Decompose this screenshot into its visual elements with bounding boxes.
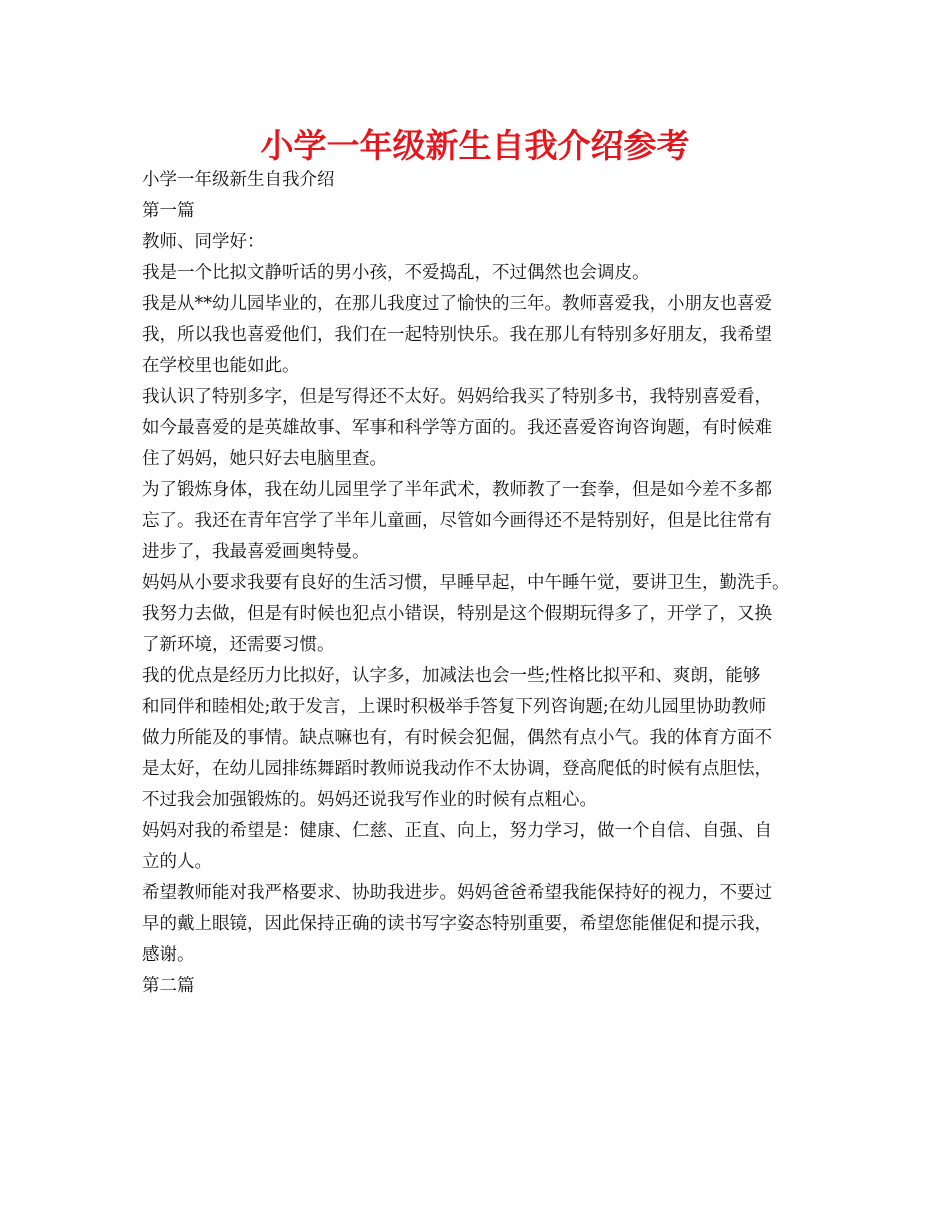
text-line: 如今最喜爱的是英雄故事、军事和科学等方面的。我还喜爱咨询咨询题，有时候难 (142, 418, 772, 438)
text-line: 感谢。 (142, 945, 195, 965)
text-line: 和同伴和睦相处;敢于发言，上课时积极举手答复下列咨询题;在幼儿园里协助教师 (142, 697, 767, 717)
text-line: 我认识了特别多字，但是写得还不太好。妈妈给我买了特别多书，我特别喜爱看， (142, 387, 772, 407)
text-line: 立的人。 (142, 852, 212, 872)
text-line: 我的优点是经历力比拟好，认字多，加减法也会一些;性格比拟平和、爽朗，能够 (142, 666, 761, 686)
text-line: 为了锻炼身体，我在幼儿园里学了半年武术，教师教了一套拳，但是如今差不多都 (142, 480, 772, 500)
text-line: 早的戴上眼镜，因此保持正确的读书写字姿态特别重要，希望您能催促和提示我， (142, 914, 772, 934)
text-line: 我，所以我也喜爱他们，我们在一起特别快乐。我在那儿有特别多好朋友，我希望 (142, 325, 772, 345)
text-line: 是太好，在幼儿园排练舞蹈时教师说我动作不太协调，登高爬低的时候有点胆怯， (142, 759, 772, 779)
text-line: 忘了。我还在青年宫学了半年儿童画，尽管如今画得还不是特别好，但是比往常有 (142, 511, 772, 531)
text-line: 我是从**幼儿园毕业的，在那儿我度过了愉快的三年。教师喜爱我，小朋友也喜爱 (142, 294, 772, 314)
text-line: 了新环境，还需要习惯。 (142, 635, 335, 655)
text-line: 我是一个比拟文静听话的男小孩，不爱捣乱，不过偶然也会调皮。 (142, 263, 650, 283)
text-line: 进步了，我最喜爱画奥特曼。 (142, 542, 370, 562)
text-line: 第一篇 (142, 201, 195, 221)
document-body (142, 165, 832, 1002)
text-line: 希望教师能对我严格要求、协助我进步。妈妈爸爸希望我能保持好的视力，不要过 (142, 883, 772, 903)
text-line: 小学一年级新生自我介绍 (142, 170, 335, 190)
text-line: 不过我会加强锻炼的。妈妈还说我写作业的时候有点粗心。 (142, 790, 597, 810)
text-line: 我努力去做，但是有时候也犯点小错误，特别是这个假期玩得多了，开学了，又换 (142, 604, 772, 624)
text-line: 妈妈对我的希望是：健康、仁慈、正直、向上，努力学习，做一个自信、自强、自 (142, 821, 772, 841)
text-line: 第二篇 (142, 976, 195, 996)
text-line: 住了妈妈，她只好去电脑里查。 (142, 449, 387, 469)
document-title: 小学一年级新生自我介绍参考 (260, 126, 690, 165)
text-line: 在学校里也能如此。 (142, 356, 300, 376)
text-line: 妈妈从小要求我要有良好的生活习惯，早睡早起，中午睡午觉，要讲卫生，勤洗手。 (142, 573, 790, 593)
text-line: 做力所能及的事情。缺点嘛也有，有时候会犯倔，偶然有点小气。我的体育方面不 (142, 728, 772, 748)
text-line: 教师、同学好： (142, 232, 265, 252)
